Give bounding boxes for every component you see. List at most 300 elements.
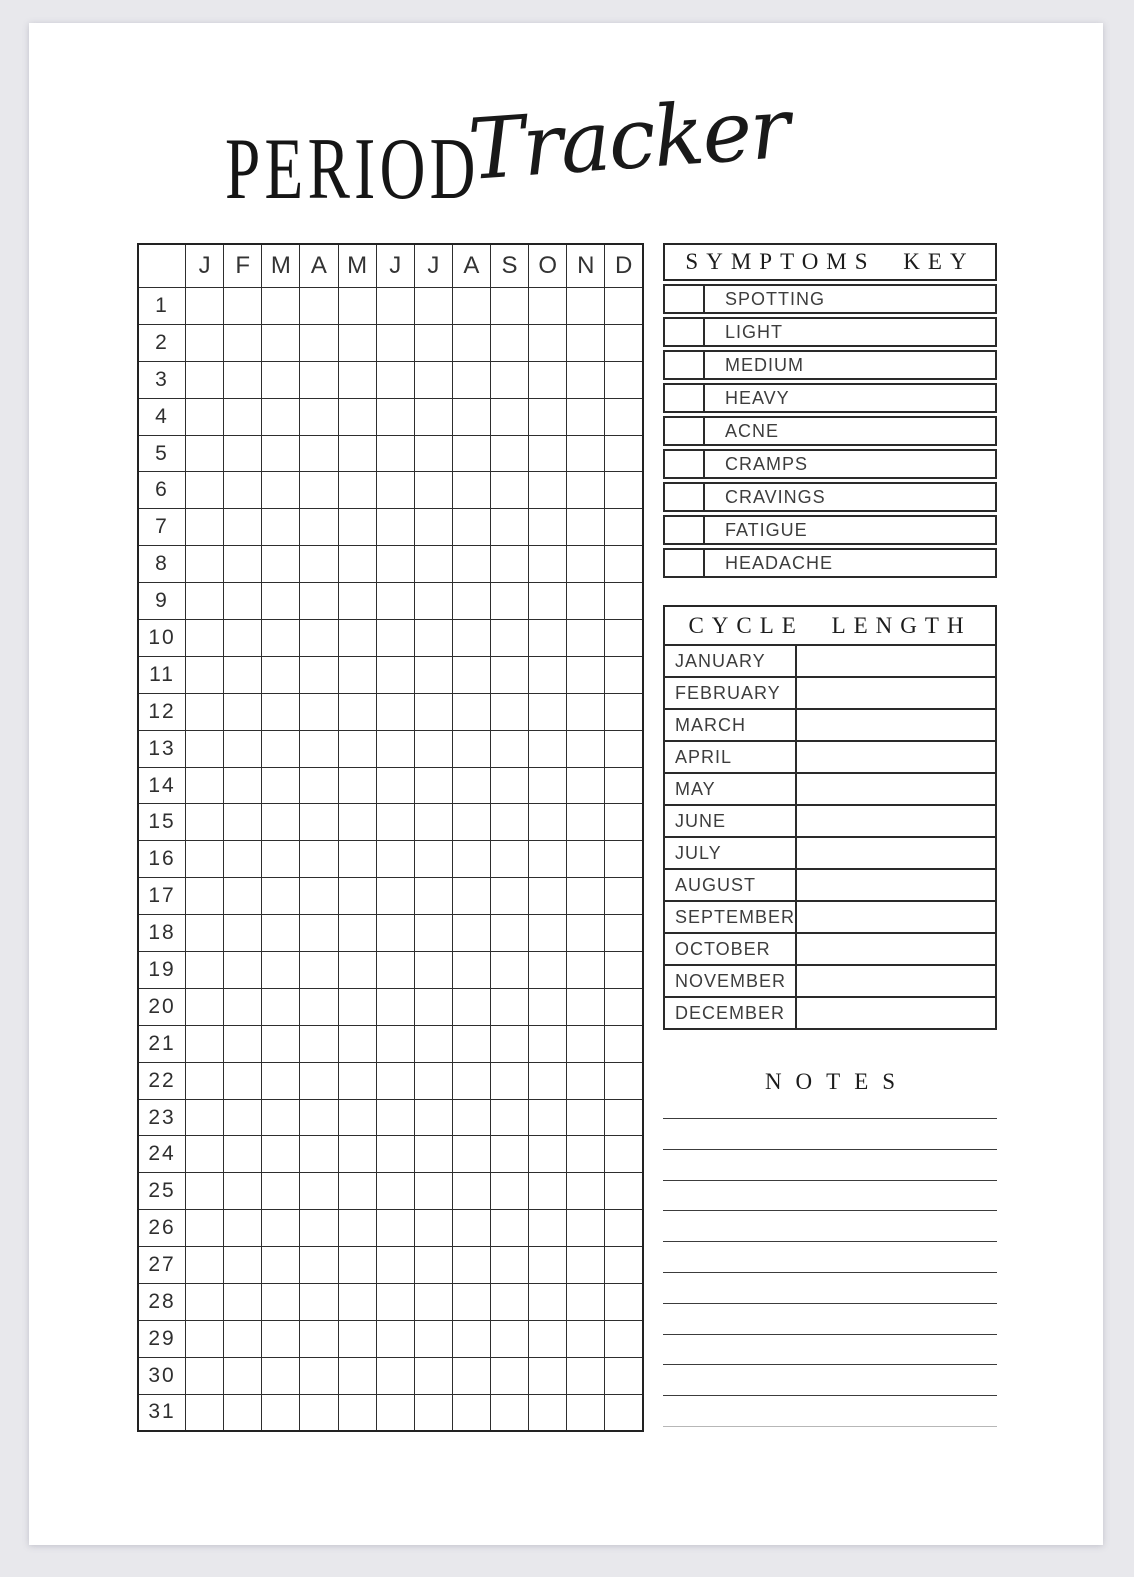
tracker-cell (452, 1357, 490, 1394)
tracker-cell (605, 472, 643, 509)
day-number-label: 21 (138, 1025, 186, 1062)
tracker-cell (300, 1284, 338, 1321)
symptom-row (663, 284, 997, 314)
tracker-cell (262, 398, 300, 435)
day-number-label: 5 (138, 435, 186, 472)
tracker-cell (186, 583, 224, 620)
tracker-cell (605, 1173, 643, 1210)
tracker-cell (567, 841, 605, 878)
tracker-cell (567, 361, 605, 398)
tracker-cell (262, 841, 300, 878)
cycle-length-value-cell (796, 901, 996, 933)
tracker-cell (452, 509, 490, 546)
cycle-length-row (664, 709, 996, 741)
tracker-cell (338, 656, 376, 693)
tracker-cell (529, 324, 567, 361)
symptoms-key-section (663, 243, 997, 578)
month-header-cell-11: N (567, 244, 605, 288)
tracker-cell (414, 435, 452, 472)
tracker-cell (224, 583, 262, 620)
grid-row-day-13 (138, 730, 643, 767)
symptom-row (663, 515, 997, 545)
tracker-cell (376, 1173, 414, 1210)
tracker-cell (491, 1173, 529, 1210)
tracker-cell (529, 767, 567, 804)
symptoms-key-title: SYMPTOMS KEY (663, 243, 997, 281)
grid-row-day-14 (138, 767, 643, 804)
day-number-label: 23 (138, 1099, 186, 1136)
tracker-cell (414, 324, 452, 361)
tracker-cell (376, 1320, 414, 1357)
tracker-cell (414, 952, 452, 989)
tracker-cell (338, 583, 376, 620)
tracker-cell (186, 878, 224, 915)
tracker-cell (300, 1210, 338, 1247)
tracker-cell (452, 730, 490, 767)
tracker-cell (529, 915, 567, 952)
tracker-cell (300, 656, 338, 693)
tracker-cell (300, 1173, 338, 1210)
tracker-cell (452, 583, 490, 620)
tracker-cell (491, 730, 529, 767)
tracker-cell (414, 1357, 452, 1394)
tracker-cell (262, 1320, 300, 1357)
cycle-length-row (664, 677, 996, 709)
cycle-length-value-cell (796, 869, 996, 901)
cycle-length-value-cell (796, 645, 996, 677)
symptom-row (663, 548, 997, 578)
tracker-cell (567, 324, 605, 361)
tracker-cell (186, 1357, 224, 1394)
tracker-cell (491, 472, 529, 509)
tracker-cell (338, 767, 376, 804)
symptom-row (663, 482, 997, 512)
tracker-cell (605, 988, 643, 1025)
tracker-cell (224, 1062, 262, 1099)
cycle-length-row (664, 645, 996, 677)
tracker-cell (529, 1247, 567, 1284)
tracker-cell (414, 915, 452, 952)
tracker-cell (338, 546, 376, 583)
tracker-cell (186, 841, 224, 878)
symptom-key-swatch-box (665, 319, 705, 345)
cycle-length-value-cell (796, 933, 996, 965)
tracker-cell (224, 1394, 262, 1431)
tracker-cell (605, 915, 643, 952)
tracker-cell (605, 1284, 643, 1321)
tracker-cell (224, 656, 262, 693)
month-header-cell-3: M (262, 244, 300, 288)
tracker-cell (491, 1210, 529, 1247)
grid-row-day-17 (138, 878, 643, 915)
tracker-cell (262, 988, 300, 1025)
notes-ruled-line (663, 1241, 997, 1242)
tracker-cell (452, 1099, 490, 1136)
tracker-cell (224, 915, 262, 952)
tracker-cell (300, 1320, 338, 1357)
tracker-cell (414, 1394, 452, 1431)
tracker-cell (605, 1062, 643, 1099)
tracker-cell (376, 878, 414, 915)
tracker-cell (414, 1136, 452, 1173)
tracker-cell (376, 1210, 414, 1247)
tracker-cell (224, 288, 262, 325)
month-header-cell-7: J (414, 244, 452, 288)
tracker-cell (605, 952, 643, 989)
tracker-cell (567, 1247, 605, 1284)
tracker-cell (186, 398, 224, 435)
tracker-cell (529, 1173, 567, 1210)
tracker-cell (529, 1099, 567, 1136)
tracker-cell (376, 398, 414, 435)
tracker-cell (262, 583, 300, 620)
tracker-cell (567, 620, 605, 657)
tracker-cell (300, 546, 338, 583)
tracker-cell (605, 361, 643, 398)
month-header-cell-5: M (338, 244, 376, 288)
tracker-cell (262, 1357, 300, 1394)
notes-ruled-line (663, 1395, 997, 1396)
tracker-cell (414, 730, 452, 767)
grid-row-day-2 (138, 324, 643, 361)
month-header-cell-12: D (605, 244, 643, 288)
day-number-label: 19 (138, 952, 186, 989)
tracker-cell (414, 620, 452, 657)
tracker-cell (262, 1284, 300, 1321)
tracker-cell (529, 509, 567, 546)
notes-title: NOTES (764, 1069, 910, 1094)
tracker-cell (452, 472, 490, 509)
tracker-cell (605, 1025, 643, 1062)
tracker-cell (414, 361, 452, 398)
tracker-cell (491, 1099, 529, 1136)
tracker-cell (338, 1247, 376, 1284)
tracker-cell (567, 472, 605, 509)
tracker-cell (414, 804, 452, 841)
tracker-cell (376, 915, 414, 952)
tracker-cell (262, 767, 300, 804)
cycle-length-value-cell (796, 709, 996, 741)
tracker-cell (338, 1025, 376, 1062)
tracker-cell (529, 546, 567, 583)
tracker-cell (186, 1394, 224, 1431)
symptom-label: LIGHT (725, 321, 784, 342)
tracker-cell (529, 1136, 567, 1173)
tracker-cell (338, 1320, 376, 1357)
symptom-key-swatch-box (665, 550, 705, 576)
tracker-cell (224, 1173, 262, 1210)
tracker-cell (338, 693, 376, 730)
tracker-cell (376, 841, 414, 878)
tracker-cell (338, 1062, 376, 1099)
tracker-cell (529, 288, 567, 325)
tracker-cell (262, 435, 300, 472)
cycle-month-label: JUNE (664, 805, 796, 837)
tracker-cell (338, 620, 376, 657)
tracker-cell (186, 546, 224, 583)
tracker-cell (186, 435, 224, 472)
tracker-cell (605, 620, 643, 657)
tracker-cell (491, 620, 529, 657)
tracker-cell (529, 878, 567, 915)
tracker-cell (491, 656, 529, 693)
tracker-cell (529, 841, 567, 878)
tracker-cell (262, 1136, 300, 1173)
tracker-cell (262, 1247, 300, 1284)
notes-ruled-line (663, 1426, 997, 1427)
tracker-cell (414, 583, 452, 620)
tracker-cell (300, 620, 338, 657)
tracker-cell (567, 730, 605, 767)
planner-page (29, 23, 1103, 1545)
grid-row-day-26 (138, 1210, 643, 1247)
tracker-cell (186, 988, 224, 1025)
tracker-cell (605, 878, 643, 915)
tracker-cell (300, 435, 338, 472)
tracker-cell (376, 1025, 414, 1062)
tracker-cell (414, 693, 452, 730)
tracker-cell (414, 1062, 452, 1099)
symptom-row (663, 383, 997, 413)
grid-row-day-5 (138, 435, 643, 472)
grid-row-day-4 (138, 398, 643, 435)
tracker-cell (300, 767, 338, 804)
tracker-cell (338, 1136, 376, 1173)
cycle-length-row (664, 837, 996, 869)
tracker-cell (376, 1099, 414, 1136)
tracker-cell (224, 1136, 262, 1173)
tracker-cell (452, 804, 490, 841)
symptom-label: CRAMPS (725, 453, 809, 474)
tracker-cell (262, 1062, 300, 1099)
grid-row-day-28 (138, 1284, 643, 1321)
tracker-cell (491, 1357, 529, 1394)
cycle-length-row (664, 741, 996, 773)
tracker-cell (376, 1247, 414, 1284)
tracker-cell (224, 1210, 262, 1247)
tracker-cell (224, 435, 262, 472)
cycle-length-value-cell (796, 965, 996, 997)
grid-row-day-7 (138, 509, 643, 546)
tracker-cell (452, 1320, 490, 1357)
tracker-cell (605, 546, 643, 583)
notes-section (663, 1069, 997, 1457)
tracker-cell (376, 435, 414, 472)
tracker-cell (491, 952, 529, 989)
tracker-cell (300, 1099, 338, 1136)
day-number-label: 17 (138, 878, 186, 915)
day-number-label: 8 (138, 546, 186, 583)
tracker-cell (186, 361, 224, 398)
tracker-cell (338, 1394, 376, 1431)
cycle-month-label: APRIL (664, 741, 796, 773)
tracker-cell (414, 1247, 452, 1284)
day-number-label: 12 (138, 693, 186, 730)
tracker-cell (491, 1320, 529, 1357)
period-tracker-grid (137, 243, 644, 1432)
day-number-label: 26 (138, 1210, 186, 1247)
tracker-cell (262, 546, 300, 583)
cycle-length-value-cell (796, 677, 996, 709)
day-number-label: 24 (138, 1136, 186, 1173)
tracker-cell (224, 878, 262, 915)
tracker-cell (414, 1284, 452, 1321)
tracker-cell (567, 656, 605, 693)
tracker-cell (186, 324, 224, 361)
grid-corner-cell (138, 244, 186, 288)
grid-row-day-6 (138, 472, 643, 509)
tracker-cell (529, 1320, 567, 1357)
tracker-cell (186, 693, 224, 730)
tracker-cell (186, 1210, 224, 1247)
tracker-cell (529, 730, 567, 767)
tracker-cell (186, 620, 224, 657)
tracker-cell (605, 1136, 643, 1173)
tracker-cell (338, 915, 376, 952)
tracker-cell (376, 1136, 414, 1173)
month-header-cell-9: S (491, 244, 529, 288)
tracker-cell (452, 767, 490, 804)
tracker-cell (300, 1062, 338, 1099)
symptom-row (663, 350, 997, 380)
symptom-row (663, 416, 997, 446)
tracker-cell (529, 1357, 567, 1394)
tracker-cell (300, 952, 338, 989)
tracker-cell (529, 1210, 567, 1247)
cycle-length-row (664, 997, 996, 1029)
tracker-cell (414, 988, 452, 1025)
tracker-cell (224, 804, 262, 841)
cycle-month-label: MARCH (664, 709, 796, 741)
tracker-cell (605, 730, 643, 767)
tracker-cell (452, 398, 490, 435)
tracker-cell (376, 767, 414, 804)
day-number-label: 28 (138, 1284, 186, 1321)
tracker-cell (376, 804, 414, 841)
day-number-label: 27 (138, 1247, 186, 1284)
tracker-cell (491, 324, 529, 361)
tracker-cell (529, 1025, 567, 1062)
symptom-row (663, 449, 997, 479)
grid-row-day-25 (138, 1173, 643, 1210)
tracker-cell (262, 1025, 300, 1062)
tracker-cell (491, 1284, 529, 1321)
tracker-cell (567, 693, 605, 730)
grid-row-day-24 (138, 1136, 643, 1173)
tracker-cell (300, 841, 338, 878)
tracker-cell (338, 841, 376, 878)
month-header-cell-10: O (529, 244, 567, 288)
tracker-cell (300, 915, 338, 952)
tracker-cell (452, 1173, 490, 1210)
tracker-cell (414, 841, 452, 878)
tracker-cell (567, 1320, 605, 1357)
tracker-cell (262, 804, 300, 841)
cycle-month-label: JANUARY (664, 645, 796, 677)
grid-row-day-18 (138, 915, 643, 952)
tracker-cell (186, 915, 224, 952)
tracker-cell (491, 361, 529, 398)
tracker-cell (338, 878, 376, 915)
tracker-cell (186, 767, 224, 804)
tracker-cell (529, 1284, 567, 1321)
tracker-cell (567, 288, 605, 325)
tracker-cell (491, 988, 529, 1025)
tracker-cell (224, 952, 262, 989)
tracker-cell (414, 1099, 452, 1136)
day-number-label: 30 (138, 1357, 186, 1394)
tracker-cell (338, 1284, 376, 1321)
tracker-cell (262, 1210, 300, 1247)
day-number-label: 25 (138, 1173, 186, 1210)
tracker-cell (186, 1284, 224, 1321)
tracker-cell (605, 398, 643, 435)
tracker-cell (567, 546, 605, 583)
tracker-cell (224, 767, 262, 804)
cycle-month-label: SEPTEMBER (664, 901, 796, 933)
tracker-cell (529, 693, 567, 730)
tracker-cell (605, 1320, 643, 1357)
tracker-cell (529, 620, 567, 657)
tracker-cell (491, 767, 529, 804)
day-number-label: 7 (138, 509, 186, 546)
grid-row-day-19 (138, 952, 643, 989)
tracker-cell (605, 656, 643, 693)
tracker-cell (414, 472, 452, 509)
tracker-cell (605, 509, 643, 546)
notes-ruled-line (663, 1364, 997, 1365)
month-header-row (138, 244, 643, 288)
tracker-cell (224, 620, 262, 657)
tracker-cell (300, 804, 338, 841)
tracker-cell (300, 1357, 338, 1394)
symptom-label: ACNE (725, 420, 780, 441)
tracker-cell (224, 398, 262, 435)
tracker-cell (376, 546, 414, 583)
tracker-cell (186, 952, 224, 989)
symptom-key-swatch-box (665, 517, 705, 543)
tracker-cell (224, 1025, 262, 1062)
tracker-cell (452, 656, 490, 693)
symptom-label: CRAVINGS (725, 486, 826, 507)
tracker-cell (452, 361, 490, 398)
tracker-cell (567, 509, 605, 546)
symptom-label: MEDIUM (725, 354, 804, 375)
cycle-length-value-cell (796, 837, 996, 869)
tracker-cell (491, 583, 529, 620)
symptom-label: FATIGUE (725, 519, 808, 540)
tracker-cell (491, 841, 529, 878)
tracker-cell (414, 546, 452, 583)
grid-row-day-8 (138, 546, 643, 583)
tracker-cell (605, 1394, 643, 1431)
tracker-cell (414, 1210, 452, 1247)
day-number-label: 18 (138, 915, 186, 952)
cycle-length-value-cell (796, 773, 996, 805)
tracker-cell (452, 1247, 490, 1284)
tracker-cell (567, 398, 605, 435)
grid-row-day-3 (138, 361, 643, 398)
tracker-cell (376, 583, 414, 620)
tracker-cell (300, 1025, 338, 1062)
tracker-cell (491, 546, 529, 583)
grid-row-day-31 (138, 1394, 643, 1431)
tracker-cell (224, 472, 262, 509)
grid-row-day-1 (138, 288, 643, 325)
tracker-cell (605, 693, 643, 730)
grid-row-day-21 (138, 1025, 643, 1062)
tracker-cell (376, 952, 414, 989)
